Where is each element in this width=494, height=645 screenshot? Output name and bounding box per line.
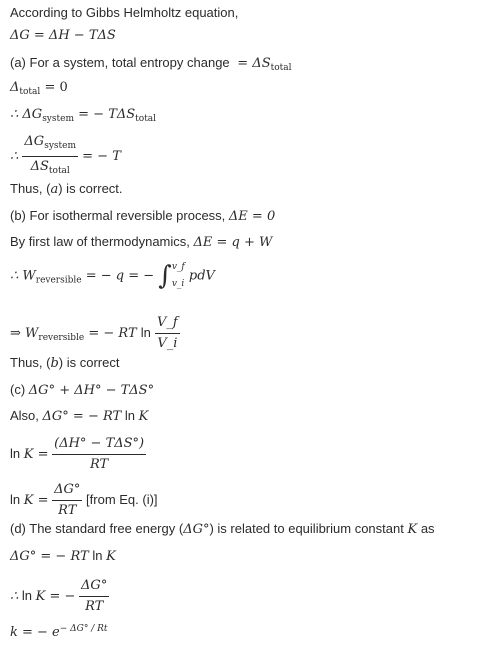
ln-k-negative-line [10, 578, 109, 615]
work-integral-line [10, 262, 215, 290]
initial-volume: V_i [157, 336, 178, 351]
total-zero-line [10, 80, 68, 100]
part-a-sub: total [270, 63, 292, 73]
gibbs-numerator: ΔG° [52, 482, 82, 501]
intro-line: According to Gibbs Helmholtz equation, [10, 5, 239, 20]
part-b-statement [10, 208, 275, 225]
gibbs-equation: ΔG = ΔH − TΔS [10, 28, 116, 43]
work-log-line [10, 315, 180, 352]
part-b-text: (b) For isothermal reversible process, [10, 208, 226, 223]
k-equals: K = [23, 446, 49, 462]
fraction-numerator: ΔG [24, 134, 45, 149]
k-equals-2: K = [23, 492, 49, 508]
therefore-symbol-2: ∴ [10, 588, 19, 604]
enthalpy-fraction [52, 436, 146, 473]
part-d-start: (d) The standard free energy ( [10, 521, 184, 536]
conclusion-a-letter: a [50, 182, 59, 197]
total-sub-2: total [135, 114, 157, 124]
ln-label-5: ln [92, 548, 103, 563]
implies-work-label: ⇒ W [10, 326, 39, 341]
part-a-eq: = ΔS [237, 56, 271, 71]
conclusion-b-end: ) is correct [58, 355, 120, 370]
exponent: − ΔG° / Rt [59, 624, 108, 634]
part-d-statement [10, 521, 435, 538]
minus-q: = − q = − [85, 268, 155, 284]
denominator-sub: total [48, 166, 70, 176]
volume-fraction [155, 315, 180, 352]
final-volume: V_f [155, 315, 180, 334]
negative-denominator: RT [85, 599, 104, 614]
k-equals-minus: K = − [35, 588, 76, 604]
conclusion-b [10, 355, 119, 372]
exponential-line [10, 621, 108, 641]
conclusion-a-end: ) is correct. [58, 181, 123, 196]
conclusion-a-start: Thus, ( [10, 181, 51, 196]
gibbs-denominator: RT [58, 503, 77, 518]
therefore-symbol: ∴ [10, 149, 19, 164]
integral-sign: ∫ [158, 261, 172, 291]
also-eq: ΔG° = − RT [42, 409, 122, 424]
part-d-middle: ) is related to equilibrium constant [209, 521, 404, 536]
part-c-eq: ΔG° + ΔH° − TΔS° [28, 383, 155, 398]
minus-rt: = − RT [88, 326, 137, 341]
part-a-statement [10, 55, 292, 76]
part-b-eq: ΔE = 0 [228, 209, 276, 224]
total-sub: total [19, 87, 41, 97]
minus-t-delta-s: = − TΔS [78, 107, 136, 122]
ln-label-4: ln [10, 491, 21, 507]
part-d-end: as [420, 521, 435, 536]
k-exponential: k = − e [10, 625, 60, 640]
first-law-text: By first law of thermodynamics, [10, 234, 190, 249]
integral-upper-limit: v_f [171, 262, 185, 272]
part-c-statement [10, 382, 154, 399]
enthalpy-numerator: (ΔH° − TΔS°) [52, 436, 146, 455]
conclusion-b-letter: b [50, 356, 59, 371]
ln-label-2: ln [124, 408, 135, 423]
numerator-sub: system [44, 141, 77, 151]
reversible-sub-2: reversible [38, 333, 85, 343]
equation-reference: [from Eq. (i)] [86, 491, 158, 507]
fraction-denominator: ΔS [30, 159, 49, 174]
conclusion-a [10, 181, 123, 198]
also-line [10, 408, 148, 425]
equals-minus-t: = − T [82, 149, 121, 164]
k-symbol: K [138, 409, 149, 424]
sfe-eq: ΔG° = − RT [10, 549, 89, 564]
part-d-symbol: ΔG° [183, 522, 210, 537]
ln-label-6: ln [21, 587, 33, 603]
ln-label: ln [140, 325, 151, 340]
delta-symbol: Δ [10, 80, 20, 95]
first-law-line [10, 234, 272, 251]
conclusion-b-start: Thus, ( [10, 355, 51, 370]
ln-k-enthalpy-line [10, 436, 146, 473]
part-c-text: (c) [10, 382, 26, 397]
ratio-fraction [22, 134, 78, 179]
also-text: Also, [10, 408, 39, 423]
ln-label-3: ln [10, 445, 21, 461]
integral-lower-limit: v_i [171, 279, 185, 289]
first-law-eq: ΔE = q + W [193, 235, 273, 250]
standard-free-energy-line [10, 548, 116, 565]
work-label: ∴ W [10, 268, 36, 284]
ratio-line [10, 134, 121, 179]
part-a-text: (a) For a system, total entropy change [10, 55, 230, 70]
equals-zero: = 0 [44, 80, 68, 95]
negative-gibbs-fraction [79, 578, 109, 615]
ln-k-gibbs-line [10, 482, 158, 519]
gibbs-fraction [52, 482, 82, 519]
system-sub: system [42, 114, 74, 124]
k-symbol-2: K [106, 549, 116, 564]
reversible-sub: reversible [35, 275, 82, 286]
part-d-k: K [407, 522, 418, 537]
delta-g-system-line [10, 107, 156, 127]
integrand: pdV [188, 268, 215, 284]
enthalpy-denominator: RT [90, 457, 109, 472]
delta-g-label: ∴ ΔG [10, 107, 43, 122]
negative-numerator: ΔG° [79, 578, 109, 597]
